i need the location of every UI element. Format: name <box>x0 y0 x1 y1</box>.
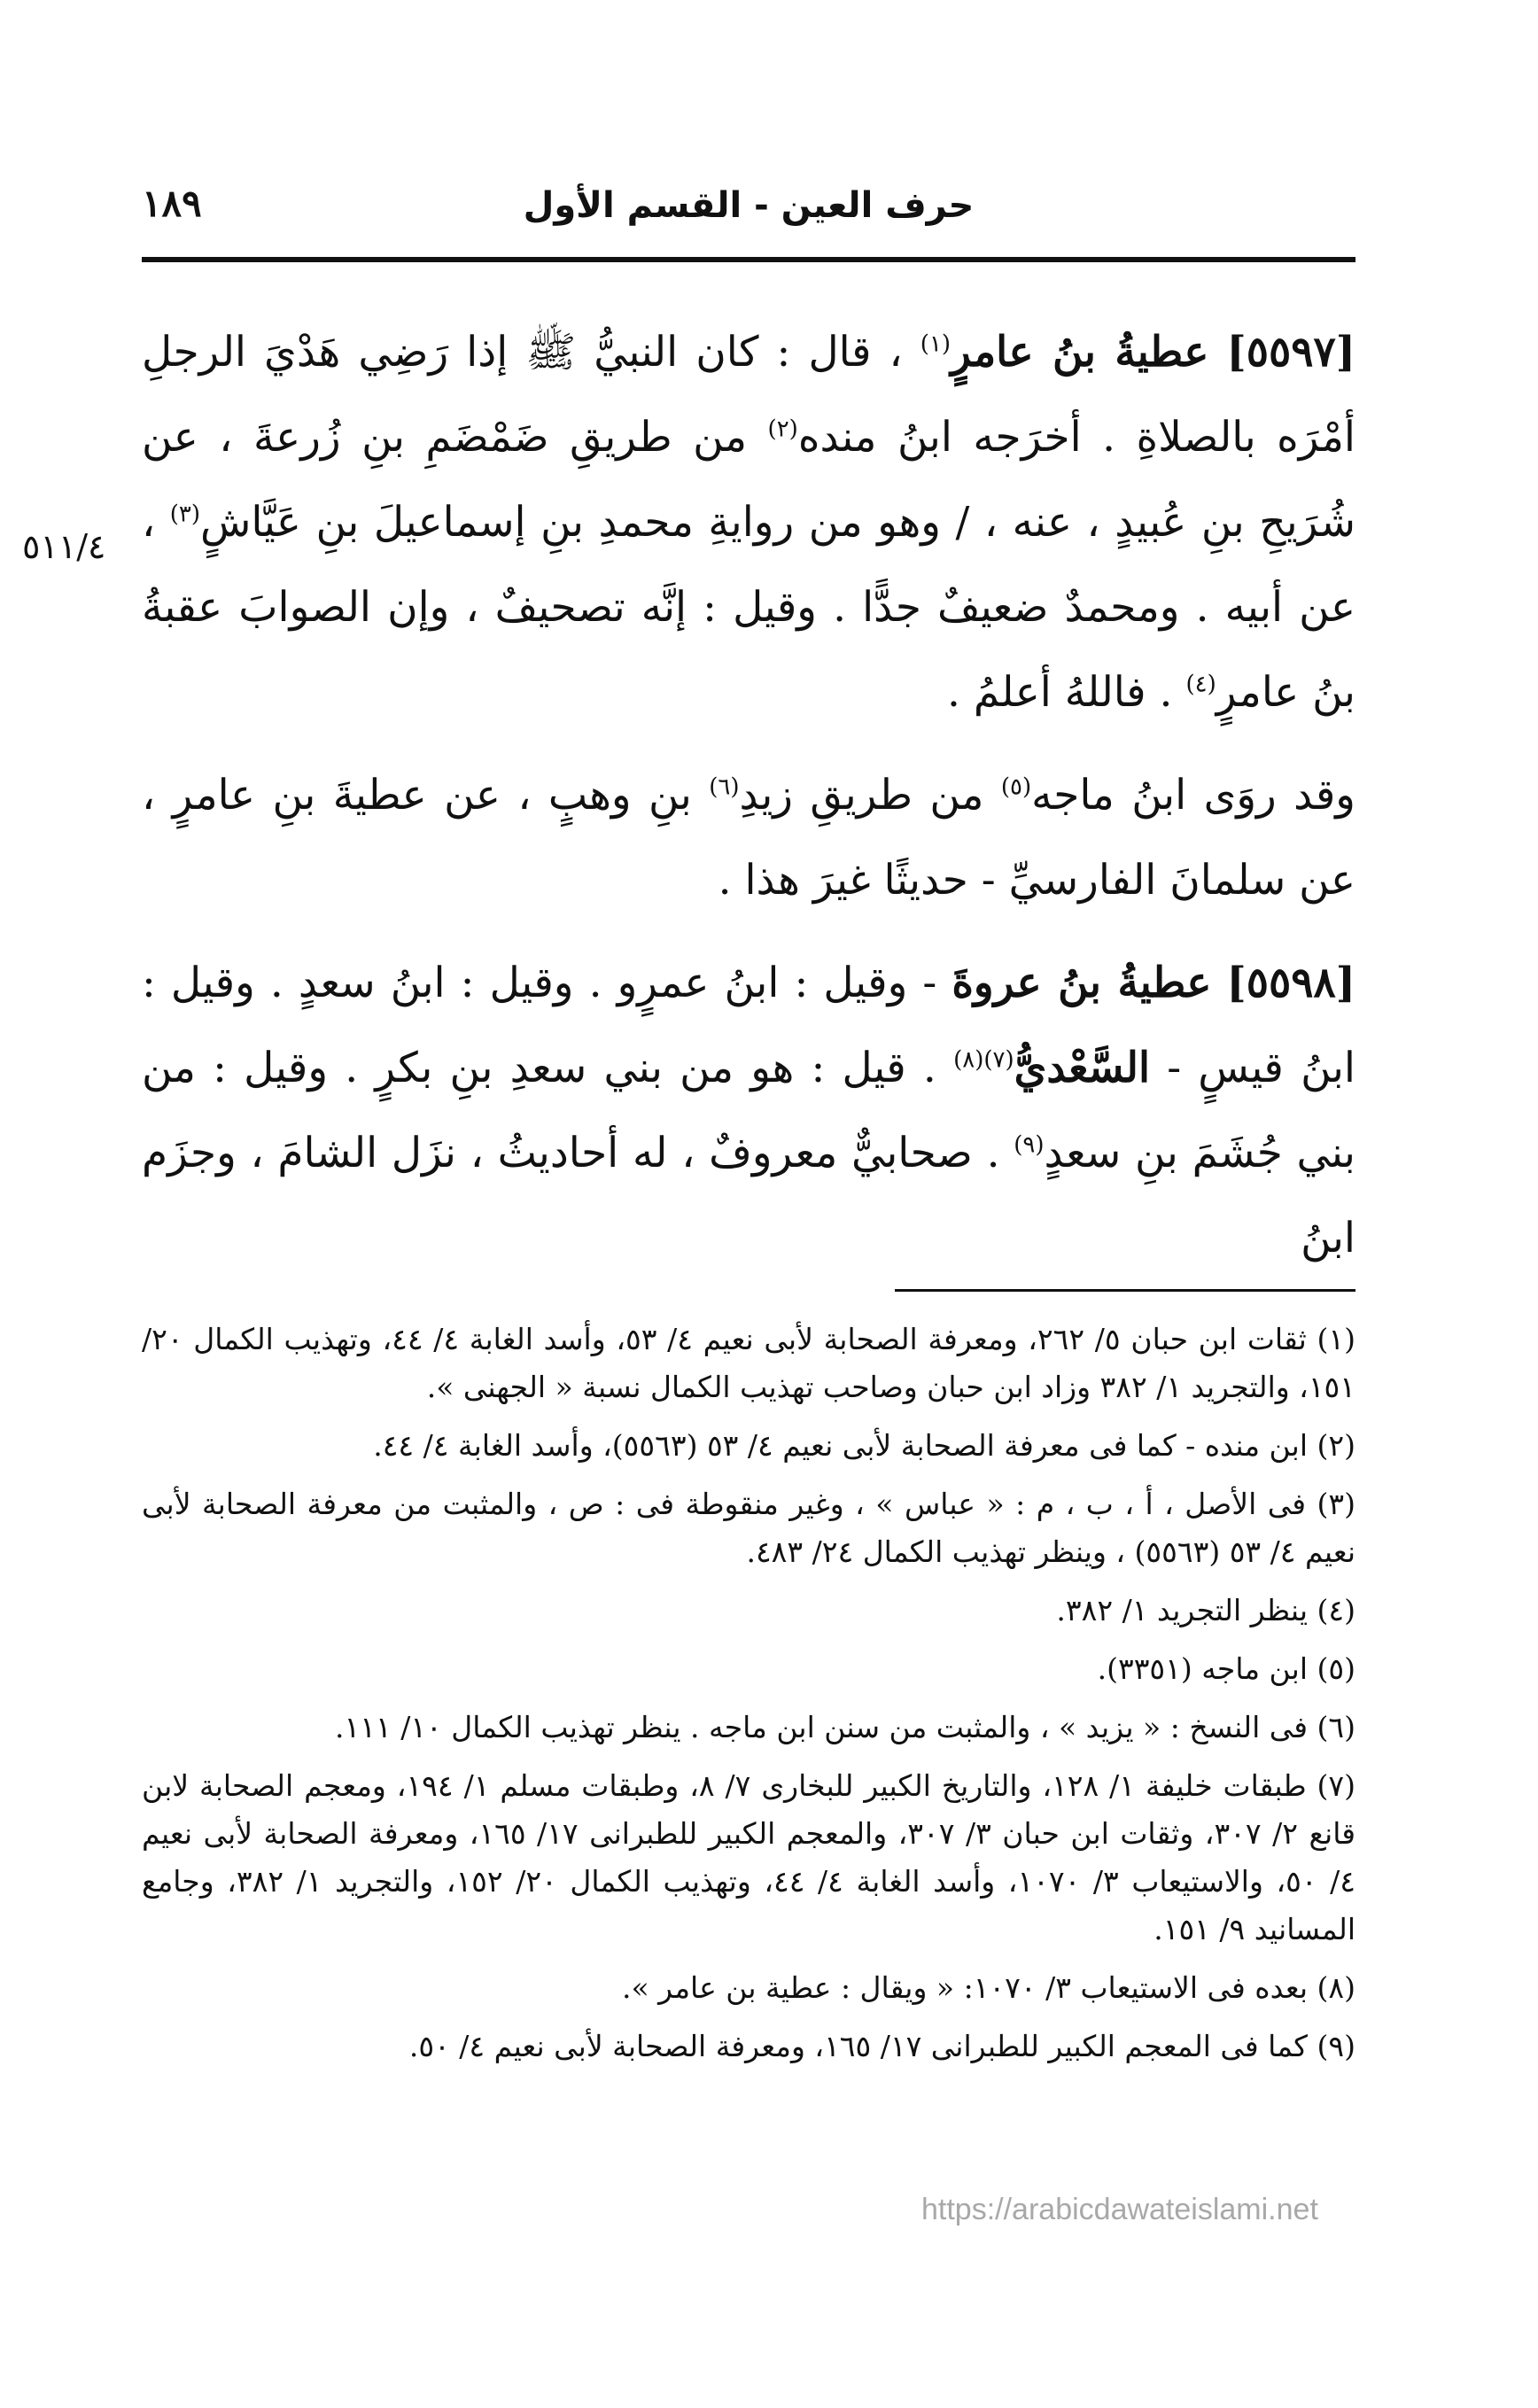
entry-text: من طريقِ زيدِ <box>739 771 984 819</box>
footnote-ref: (٤) <box>1185 671 1216 698</box>
footnote-8: (٨) بعده فى الاستيعاب ٣/ ١٠٧٠: « ويقال : عطية بن عامر ». <box>621 1970 1355 2005</box>
footnote-3: (٣) فى الأصل ، أ ، ب ، م : « عباس » ، وغير منقوطة فى : ص ، والمثبت من معرفة الصحابة لأبى نعيم ٤/ ٥٣ (٥٥٦٣) ، وينظر تهذيب الكمال ٢٤/ ٤٨٣. <box>142 1487 1355 1569</box>
entry-text: . فاللهُ أعلمُ . <box>946 668 1173 717</box>
footnote-ref: (٦) <box>709 773 740 801</box>
margin-note: ٥١١/٤ <box>22 527 106 566</box>
running-title: حرف العين - القسم الأول <box>523 185 975 226</box>
entry-text: ، قال : كان النبيُّ ﷺ إذا رَضِي هَدْيَ الرجلِ أمْرَه بالصلاةِ . أخرَجه ابنُ منده <box>142 328 1355 462</box>
footnote-4: (٤) ينظر التجريد ١/ ٣٨٢. <box>1056 1593 1355 1627</box>
entry-text: من طريقِ ضَمْضَمِ بنِ زُرعةَ ، عن شُرَيحِ بنِ عُبيدٍ ، عنه ، / وهو من روايةِ محمدِ بنِ إسماعيلَ بنِ عَيَّاشٍ <box>142 413 1355 547</box>
footnote-separator <box>895 1289 1355 1292</box>
footnote-ref: (٥) <box>1000 773 1032 801</box>
footnote-6: (٦) فى النسخ : « يزيد » ، والمثبت من سنن ابن ماجه . ينظر تهذيب الكمال ١٠/ ١١١. <box>335 1710 1355 1744</box>
page-header <box>142 182 1355 244</box>
entry-paragraph <box>142 753 1355 923</box>
footnote-7: (٧) طبقات خليفة ١/ ١٢٨، والتاريخ الكبير للبخارى ٧/ ٨، وطبقات مسلم ١/ ١٩٤، ومعجم الصحابة لابن قانع ٢/ ٣٠٧، وثقات ابن حبان ٣/ ٣٠٧، والمعجم الكبير للطبرانى ١٧/ ١٦٥، ومعرفة الصحابة لأبى نعيم ٤/ ٥٠، والاستيعاب ٣/ ١٠٧٠، وأسد الغابة ٤/ ٤٤، وتهذيب الكمال ٢٠/ ١٥٢، والتجريد ١/ ٣٨٢، وجامع المسانيد ٩/ ١٥١. <box>142 1768 1356 1946</box>
footnotes <box>142 1316 1355 2081</box>
footnote-9: (٩) كما فى المعجم الكبير للطبرانى ١٧/ ١٦٥، ومعرفة الصحابة لأبى نعيم ٤/ ٥٠. <box>408 2029 1355 2063</box>
entry-number: [٥٥٩٧] <box>1226 328 1355 377</box>
entry-text: بنِ وهبٍ ، عن عطيةَ بنِ عامرٍ ، عن سلمانَ الفارسيِّ - حديثًا غيرَ هذا . <box>142 771 1355 905</box>
entry-text: ، عن أبيه . ومحمدٌ ضعيفٌ جدًّا . وقيل : إنَّه تصحيفٌ ، وإن الصوابَ عقبةُ بنُ عامرٍ <box>142 498 1355 717</box>
entry-name: عطيةُ بنُ عامرٍ <box>951 328 1209 377</box>
entry-text: - وقيل : ابنُ عمرٍو . وقيل : ابنُ سعدٍ . وقيل : ابنُ قيسٍ - <box>142 959 1355 1092</box>
footnote-ref: (٩) <box>1014 1131 1045 1159</box>
footnote-ref: (١) <box>920 330 952 358</box>
page-number: ١٨٩ <box>142 182 202 225</box>
footnote-ref: (٣) <box>169 501 200 528</box>
entry-nisba: السَّعْديُّ <box>1014 1044 1151 1092</box>
entry-number: [٥٥٩٨] <box>1226 959 1355 1007</box>
entry-name: عطيةُ بنُ عروةَ <box>952 959 1212 1007</box>
entry-text: . قيل : هو من بني سعدِ بنِ بكرٍ . وقيل : من بني جُشَمَ بنِ سعدٍ <box>142 1044 1355 1177</box>
entry-5597 <box>142 310 1355 735</box>
footnote-ref: (٧)(٨) <box>953 1046 1014 1074</box>
main-text <box>142 310 1355 1281</box>
entry-5598 <box>142 941 1355 1281</box>
entry-text: وقد روَى ابنُ ماجه <box>1031 771 1356 819</box>
footnote-1: (١) ثقات ابن حبان ٥/ ٢٦٢، ومعرفة الصحابة لأبى نعيم ٤/ ٥٣، وأسد الغابة ٤/ ٤٤، وتهذيب الكمال ٢٠/ ١٥١، والتجريد ١/ ٣٨٢ وزاد ابن حبان وصاحب تهذيب الكمال نسبة « الجهنى ». <box>142 1322 1356 1404</box>
entry-text: . صحابيٌّ معروفٌ ، له أحاديثُ ، نزَل الشامَ ، وجزَم ابنُ <box>142 1129 1355 1262</box>
header-rule <box>142 257 1355 262</box>
footnote-5: (٥) ابن ماجه (٣٣٥١). <box>1097 1651 1355 1686</box>
footnote-ref: (٢) <box>767 416 798 443</box>
watermark-url: https://arabicdawateislami.net <box>921 2193 1318 2226</box>
footnote-2: (٢) ابن منده - كما فى معرفة الصحابة لأبى نعيم ٤/ ٥٣ (٥٥٦٣)، وأسد الغابة ٤/ ٤٤. <box>373 1428 1355 1463</box>
